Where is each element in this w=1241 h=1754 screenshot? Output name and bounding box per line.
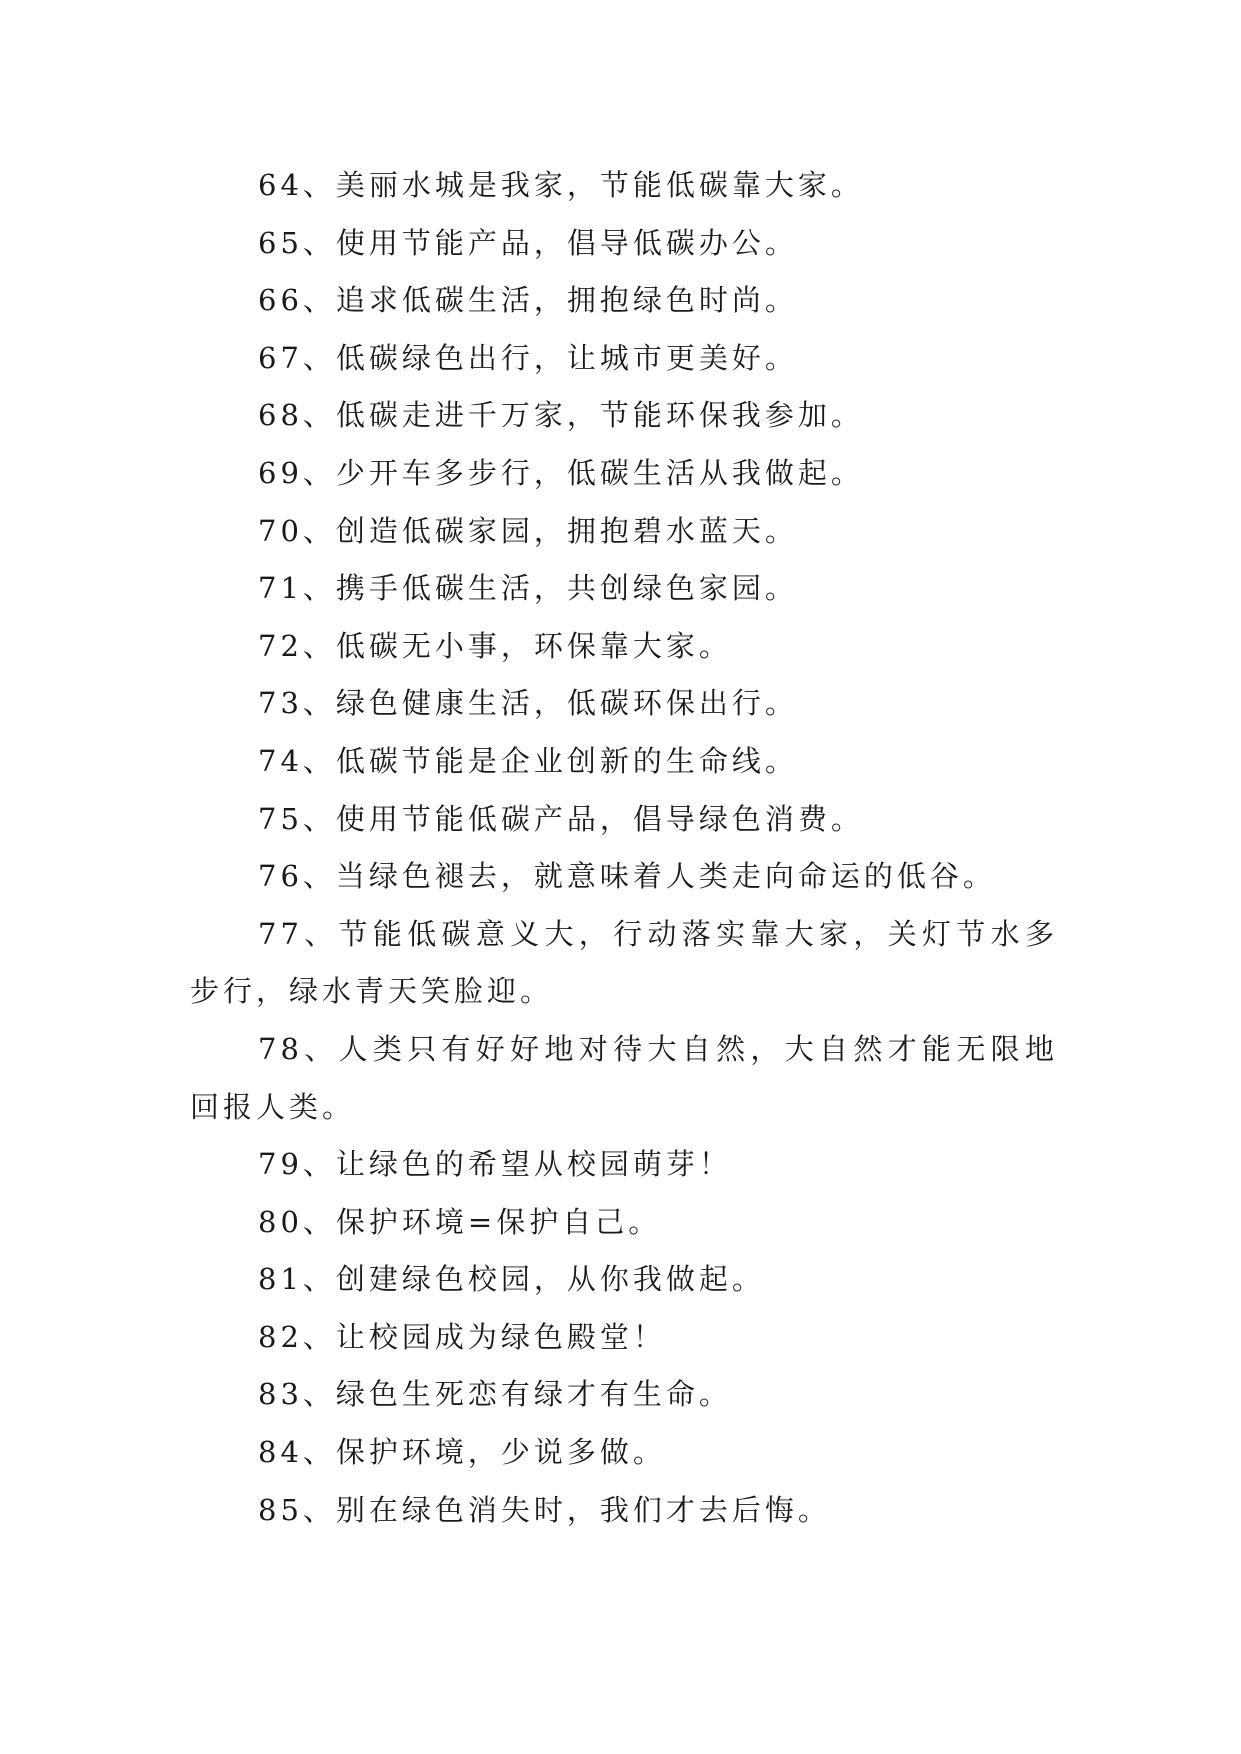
slogan-85: 85、别在绿色消失时，我们才去后悔。 — [258, 1492, 831, 1527]
slogan-76: 76、当绿色褪去，就意味着人类走向命运的低谷。 — [258, 859, 996, 894]
slogan-69: 69、少开车多步行，低碳生活从我做起。 — [258, 455, 864, 490]
slogan-83: 83、绿色生死恋有绿才有生命。 — [258, 1377, 732, 1412]
slogan-77: 77、节能低碳意义大，行动落实靠大家，关灯节水多步行，绿水青天笑脸迎。 — [190, 916, 1058, 1009]
slogan-78: 78、人类只有好好地对待大自然，大自然才能无限地回报人类。 — [190, 1031, 1058, 1124]
slogan-72: 72、低碳无小事，环保靠大家。 — [258, 628, 732, 663]
slogan-64: 64、美丽水城是我家，节能低碳靠大家。 — [258, 168, 864, 202]
slogan-82: 82、让校园成为绿色殿堂！ — [258, 1319, 666, 1354]
slogan-74: 74、低碳节能是企业创新的生命线。 — [258, 743, 798, 778]
slogan-list — [190, 157, 1058, 1539]
slogan-66: 66、追求低碳生活，拥抱绿色时尚。 — [258, 283, 798, 318]
slogan-65: 65、使用节能产品，倡导低碳办公。 — [258, 225, 798, 260]
slogan-79: 79、让绿色的希望从校园萌芽！ — [258, 1147, 732, 1182]
slogan-80: 80、保护环境=保护自己。 — [258, 1204, 662, 1239]
slogan-73: 73、绿色健康生活，低碳环保出行。 — [258, 686, 798, 721]
slogan-70: 70、创造低碳家园，拥抱碧水蓝天。 — [258, 513, 798, 548]
slogan-71: 71、携手低碳生活，共创绿色家园。 — [258, 571, 798, 606]
slogan-75: 75、使用节能低碳产品，倡导绿色消费。 — [258, 801, 864, 836]
slogan-68: 68、低碳走进千万家，节能环保我参加。 — [258, 398, 864, 433]
slogan-81: 81、创建绿色校园，从你我做起。 — [258, 1262, 765, 1297]
slogan-84: 84、保护环境，少说多做。 — [258, 1435, 666, 1470]
slogan-67: 67、低碳绿色出行，让城市更美好。 — [258, 340, 798, 375]
